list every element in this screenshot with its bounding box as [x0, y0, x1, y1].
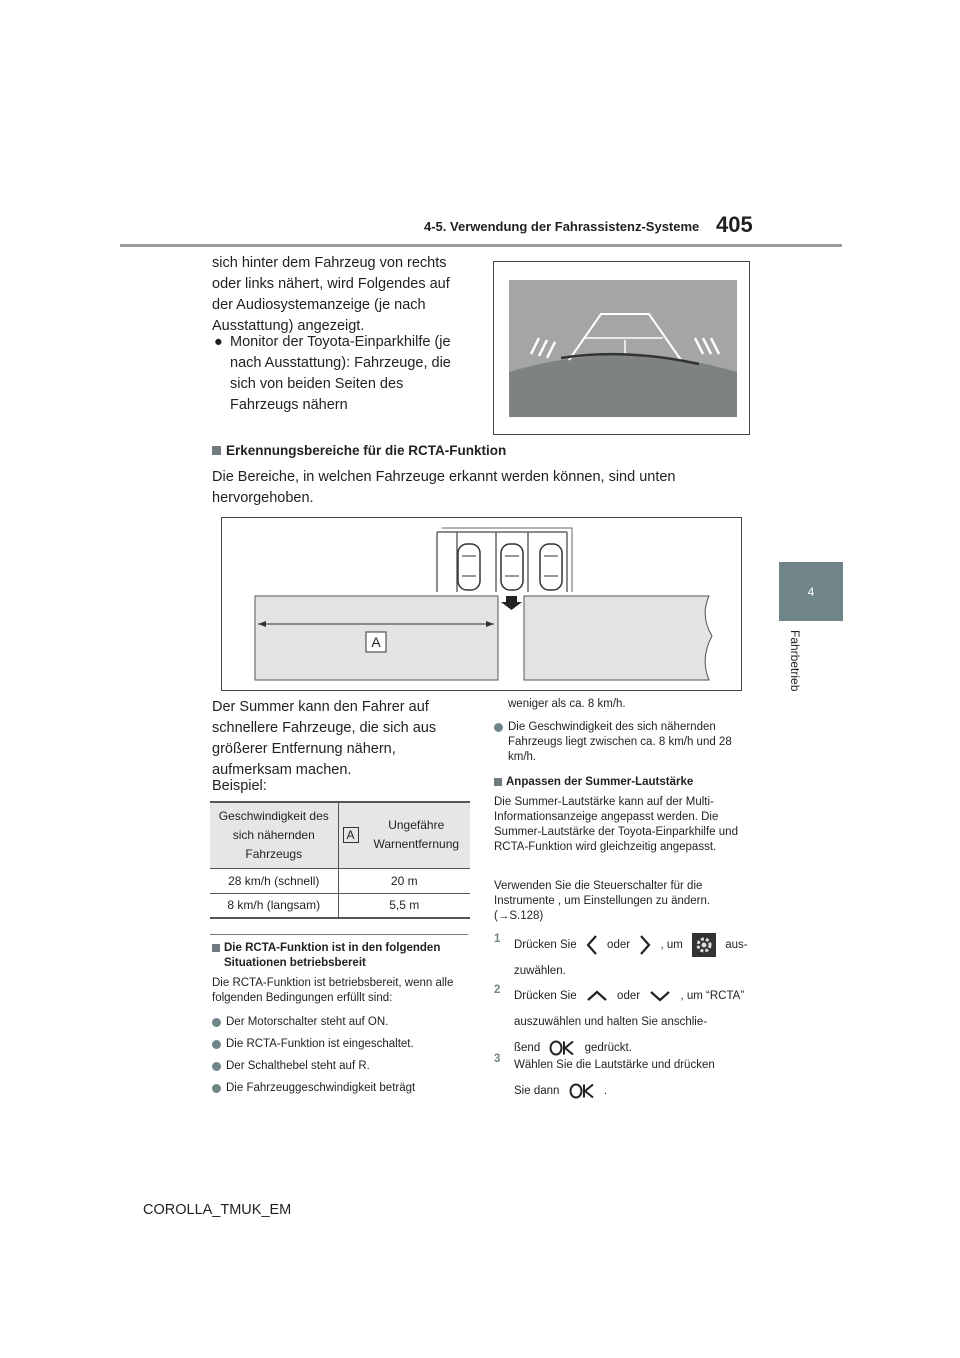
- section-title: 4-5. Verwendung der Fahrassistenz-Systeme: [424, 219, 700, 234]
- step-line: [514, 958, 754, 984]
- step-number: 3: [494, 1053, 501, 1065]
- camera-screen-illustration: [509, 280, 737, 417]
- chevron-right-icon: [639, 934, 651, 956]
- square-bullet-icon: [212, 446, 221, 455]
- step-text: gedrückt.: [584, 1042, 632, 1054]
- step-text: .: [603, 1085, 608, 1097]
- list-item-text: Die RCTA-Funktion ist eingeschaltet.: [226, 1038, 414, 1050]
- example-label: Beispiel:: [212, 778, 267, 794]
- intro-paragraph: sich hinter dem Fahrzeug von rechts oder links nähert, wird Folgendes auf der Audiosystemanzeige (je nach Ausstattung) angezeigt.: [212, 255, 450, 334]
- table-header-distance-wrap: [343, 816, 471, 854]
- chapter-label-text: Fahrbetrieb: [788, 630, 802, 692]
- operating-text: Die RCTA-Funktion ist betriebsbereit, wenn alle folgenden Bedingungen erfüllt sind:: [212, 977, 454, 1004]
- step-text: zuwählen.: [514, 965, 566, 977]
- footer-model-code: COROLLA_TMUK_EM: [143, 1202, 292, 1218]
- list-item: [212, 1081, 470, 1096]
- table-header-speed: [210, 802, 338, 868]
- table-row: [210, 868, 470, 893]
- table-header-row: [210, 802, 470, 868]
- list-item-text: Der Motorschalter steht auf ON.: [226, 1016, 389, 1028]
- bullet-dot-icon: [212, 1018, 221, 1027]
- divider: [210, 934, 468, 935]
- bullet-continuation: weniger als ca. 8 km/h.: [508, 698, 626, 710]
- table-header-speed-text: Geschwindigkeit des sich nähernden Fahrzeugs: [218, 808, 329, 861]
- step-text: Drücken Sie: [514, 939, 577, 951]
- square-bullet-icon: [212, 944, 220, 952]
- step-text: Sie dann: [514, 1085, 560, 1097]
- list-item: [212, 1059, 470, 1074]
- chevron-up-icon: [586, 990, 608, 1002]
- header-rule: [120, 244, 842, 247]
- step-number: 2: [494, 984, 501, 996]
- page-number: 405: [716, 212, 753, 237]
- list-item: [212, 1037, 470, 1052]
- step-text: auszuwählen und halten Sie anschlie-: [514, 1016, 708, 1028]
- bullet-dot-icon: ●: [214, 334, 223, 350]
- table-header-distance: [338, 802, 470, 868]
- detection-area-diagram: [221, 517, 742, 691]
- bullet-dot-icon: [212, 1062, 221, 1071]
- chevron-down-icon: [649, 990, 671, 1002]
- step-line: [514, 983, 754, 1009]
- table-cell-speed: 8 km/h (langsam): [210, 893, 338, 918]
- section-heading-text: Erkennungsbereiche für die RCTA-Funktion: [226, 443, 507, 458]
- list-item-text: Die Geschwindigkeit des sich nähernden Fahrzeugs liegt zwischen ca. 8 km/h und 28 km/h.: [508, 721, 732, 763]
- step-text: , um: [660, 939, 683, 951]
- step-text: ßend: [514, 1042, 541, 1054]
- buzzer-paragraph: Der Summer kann den Fahrer auf schnellere Fahrzeuge, die sich aus größerer Entfernung nähern, aufmerksam machen.: [212, 699, 437, 778]
- operating-heading: [212, 941, 470, 971]
- step-text: aus-: [725, 939, 748, 951]
- settings-gear-icon: [692, 933, 716, 957]
- volume-text-2: Verwenden Sie die Steuerschalter für die Instrumente , um Einstellungen zu ändern. (→S.128): [494, 880, 711, 922]
- step-line: [514, 1078, 754, 1104]
- step-text: oder: [617, 990, 641, 1002]
- step-text: Wählen Sie die Lautstärke und drücken: [514, 1059, 715, 1071]
- step-text: , um “RCTA”: [680, 990, 745, 1002]
- volume-text-1: Die Summer-Lautstärke kann auf der Multi-Informationsanzeige angepasst werden. Die Summer-Lautstärke der Toyota-Einparkhilfe und RCTA-Funktion wird gleichzeitig angepasst.: [494, 796, 738, 853]
- table-row: [210, 893, 470, 918]
- intro-bullet-text: Monitor der Toyota-Einparkhilfe (je nach Ausstattung): Fahrzeuge, die sich von beiden Seiten des Fahrzeugs nähern: [230, 334, 451, 413]
- camera-monitor-image: [493, 261, 750, 435]
- section-heading: [212, 443, 506, 458]
- operating-heading-text: Die RCTA-Funktion ist in den folgenden Situationen betriebsbereit: [224, 942, 441, 969]
- step-line: [514, 932, 754, 958]
- intro-bullet: [212, 332, 470, 416]
- chapter-label: [784, 630, 814, 710]
- chevron-left-icon: [586, 934, 598, 956]
- diagram-label-a: A: [371, 634, 381, 650]
- volume-heading: [494, 775, 752, 790]
- bullet-dot-icon: [494, 723, 503, 732]
- table-header-distance-text: Ungefähre Warnentfernung: [373, 818, 460, 852]
- step-text: oder: [607, 939, 631, 951]
- step-text: Drücken Sie: [514, 990, 577, 1002]
- step-number: 1: [494, 933, 501, 945]
- chapter-tab: 4: [779, 562, 843, 621]
- step-line: [514, 1009, 754, 1035]
- bullet-dot-icon: [212, 1084, 221, 1093]
- table-label-a: A: [343, 827, 359, 843]
- detection-area-illustration: [222, 518, 743, 692]
- bullet-dot-icon: [212, 1040, 221, 1049]
- step-3: [494, 1052, 754, 1104]
- volume-heading-text: Anpassen der Summer-Lautstärke: [506, 776, 694, 788]
- table-cell-distance: 5,5 m: [338, 893, 470, 918]
- ok-button-icon: [569, 1083, 595, 1099]
- section-text: Die Bereiche, in welchen Fahrzeuge erkannt werden können, sind unten hervorgehoben.: [212, 469, 676, 506]
- warning-distance-table: [210, 801, 470, 919]
- list-item-text: Die Fahrzeuggeschwindigkeit beträgt: [226, 1082, 416, 1094]
- step-2: [494, 983, 754, 1061]
- list-item: [494, 720, 752, 765]
- step-line: [514, 1052, 754, 1078]
- list-item: [212, 1015, 470, 1030]
- list-item-text: Der Schalthebel steht auf R.: [226, 1060, 370, 1072]
- table-cell-speed: 28 km/h (schnell): [210, 868, 338, 893]
- table-cell-distance: 20 m: [338, 868, 470, 893]
- square-bullet-icon: [494, 778, 502, 786]
- step-1: [494, 932, 754, 984]
